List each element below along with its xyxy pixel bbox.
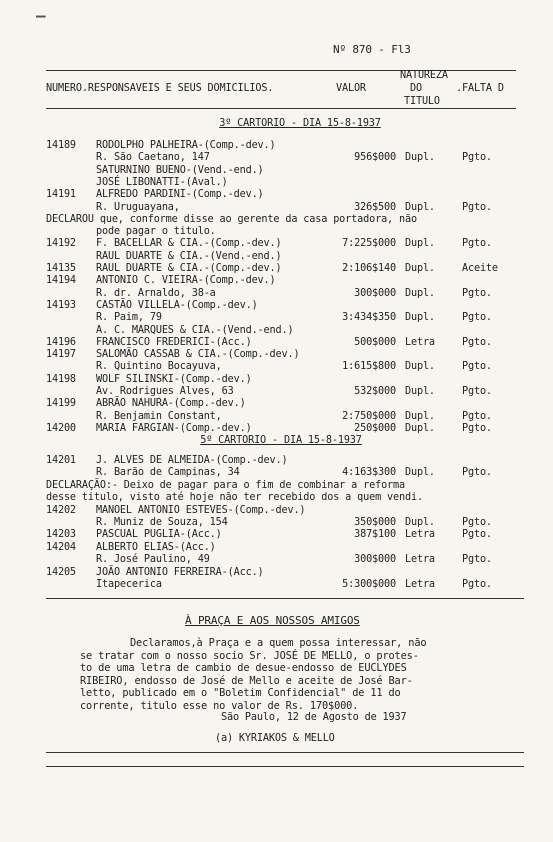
entry-number: 14192 xyxy=(46,238,76,250)
entry-reason: Aceite xyxy=(462,263,498,274)
header-falta: .FALTA D xyxy=(456,83,504,94)
entry-reason: Pgto. xyxy=(462,361,492,373)
entry-number: 14135 xyxy=(46,263,76,274)
entry-responsible: RAUL DUARTE & CIA.-(Comp.-dev.) xyxy=(96,263,282,274)
entry-value: 326$500 xyxy=(354,201,396,213)
header-numero-resp: NUMERO.RESPONSAVEIS E SEUS DOMICILIOS. xyxy=(46,83,274,94)
entry-number: 14200 xyxy=(46,422,76,434)
entry-reason: Pgto. xyxy=(462,336,492,348)
header-natureza-2: DO xyxy=(410,83,422,94)
entry-number: 14203 xyxy=(46,529,76,541)
entry-reason: Pgto. xyxy=(462,287,492,299)
notice-line: RIBEIRO, endosso de José de Mello e aceite de José Bar- xyxy=(80,674,413,687)
notice-line: to de uma letra de cambio de desue-endosso de EUCLYDES xyxy=(80,662,407,674)
corner-mark: — xyxy=(36,6,48,25)
notice-place-date: São Paulo, 12 de Agosto de 1937 xyxy=(221,712,407,723)
entry-value: 387$100 xyxy=(354,529,396,541)
entry-responsible: JOSÉ LIBONATTI-(Aval.) xyxy=(96,176,228,188)
entry-responsible: ALBERTO ELIAS-(Acc.) xyxy=(96,541,216,553)
notice-title: À PRAÇA E AOS NOSSOS AMIGOS xyxy=(185,614,360,627)
entry-number: 14191 xyxy=(46,189,76,201)
entry-responsible: DECLAROU que, conforme disse ao gerente da casa portadora, não xyxy=(46,213,417,225)
entry-value: 2:750$000 xyxy=(342,410,396,422)
entry-type: Dupl. xyxy=(405,152,435,164)
entry-responsible: R. José Paulino, 49 xyxy=(96,554,210,566)
entry-reason: Pgto. xyxy=(462,467,492,479)
entry-number: 14194 xyxy=(46,275,76,287)
entry-reason: Pgto. xyxy=(462,312,492,324)
entry-value: 956$000 xyxy=(354,152,396,164)
entry-reason: Pgto. xyxy=(462,238,492,250)
entry-responsible: Av. Rodrigues Alves, 63 xyxy=(96,386,234,397)
entry-responsible: ABRÃO NAHURA-(Comp.-dev.) xyxy=(96,398,246,410)
entry-responsible: R. São Caetano, 147 xyxy=(96,152,210,164)
entry-responsible: J. ALVES DE ALMEIDA-(Comp.-dev.) xyxy=(96,455,288,466)
entry-responsible: R. Muniz de Souza, 154 xyxy=(96,517,228,528)
entry-value: 300$000 xyxy=(354,287,396,299)
entry-value: 532$000 xyxy=(354,386,396,397)
entry-value: 1:615$800 xyxy=(342,361,396,373)
entry-responsible: pode pagar o titulo. xyxy=(96,226,216,238)
header-bottom-rule xyxy=(46,108,516,109)
entry-responsible: R. Quintino Bocayuva, xyxy=(96,361,222,373)
section-title-1: 3º CARTORIO - DIA 15-8-1937 xyxy=(219,118,381,129)
entry-type: Dupl. xyxy=(405,287,435,299)
entry-value: 7:225$000 xyxy=(342,238,396,250)
entry-responsible: F. BACELLAR & CIA.-(Comp.-dev.) xyxy=(96,238,282,250)
entry-type: Letra xyxy=(405,554,435,566)
entry-responsible: JOÃO ANTONIO FERREIRA-(Acc.) xyxy=(96,566,264,578)
entry-responsible: R. Benjamin Constant, xyxy=(96,410,222,422)
entry-responsible: FRANCISCO FREDERICI-(Acc.) xyxy=(96,336,252,348)
entry-responsible: R. Paim, 79 xyxy=(96,312,162,324)
entry-number: 14189 xyxy=(46,140,76,151)
entry-responsible: ANTONIO C. VIEIRA-(Comp.-dev.) xyxy=(96,275,276,287)
entry-number: 14193 xyxy=(46,299,76,311)
entry-number: 14196 xyxy=(46,336,76,348)
entry-type: Dupl. xyxy=(405,238,435,250)
section-title-2: 5º CARTORIO - DIA 15-8-1937 xyxy=(200,435,362,446)
entry-responsible: DECLARAÇÃO:- Deixo de pagar para o fim de combinar a reforma xyxy=(46,479,406,491)
entry-value: 4:163$300 xyxy=(342,467,396,479)
entry-type: Letra xyxy=(405,579,435,590)
entry-type: Dupl. xyxy=(405,361,435,373)
entry-responsible: A. C. MARQUES & CIA.-(Vend.-end.) xyxy=(96,324,294,336)
entry-value: 2:106$140 xyxy=(342,263,396,274)
entry-responsible: R. dr. Arnaldo, 38-a xyxy=(96,287,216,299)
entry-value: 3:434$350 xyxy=(342,312,396,324)
entry-number: 14201 xyxy=(46,455,76,466)
entry-responsible: RAUL DUARTE & CIA.-(Vend.-end.) xyxy=(96,250,282,262)
entry-responsible: Itapecerica xyxy=(96,579,162,590)
entry-reason: Pgto. xyxy=(462,152,492,164)
entry-responsible: SALOMÃO CASSAB & CIA.-(Comp.-dev.) xyxy=(96,349,300,361)
entry-value: 500$000 xyxy=(354,336,396,348)
page-number: Nº 870 - Fl3 xyxy=(333,43,411,56)
entry-reason: Pgto. xyxy=(462,579,492,590)
entry-responsible: CASTÃO VILLELA-(Comp.-dev.) xyxy=(96,299,258,311)
entry-responsible: SATURNINO BUENO-(Vend.-end.) xyxy=(96,164,264,176)
entry-number: 14198 xyxy=(46,373,76,385)
notice-signature: (a) KYRIAKOS & MELLO xyxy=(215,733,335,744)
entry-value: 300$000 xyxy=(354,554,396,566)
entry-responsible: R. Uruguayana, xyxy=(96,201,180,213)
entry-type: Dupl. xyxy=(405,312,435,324)
header-natureza-3: TITULO xyxy=(404,96,440,107)
entry-number: 14205 xyxy=(46,566,76,578)
entry-reason: Pgto. xyxy=(462,422,492,434)
notice-line: corrente, titulo esse no valor de Rs. 170$000. xyxy=(80,699,359,712)
entry-responsible: RODOLPHO PALHEIRA-(Comp.-dev.) xyxy=(96,140,276,151)
entry-reason: Pgto. xyxy=(462,386,492,397)
entry-number: 14199 xyxy=(46,398,76,410)
entry-type: Dupl. xyxy=(405,263,435,274)
notice-line: se tratar com o nosso socio Sr. JOSÉ DE MELLO, o protes- xyxy=(80,649,419,662)
header-valor: VALOR xyxy=(336,83,366,94)
footer-rule-1 xyxy=(46,752,524,753)
entry-reason: Pgto. xyxy=(462,201,492,213)
entry-number: 14197 xyxy=(46,349,76,361)
entry-responsible: ALFREDO PARDINI-(Comp.-dev.) xyxy=(96,189,264,201)
entry-responsible: desse titulo, visto até hoje não ter recebido dos a quem vendi. xyxy=(46,492,423,504)
entry-type: Dupl. xyxy=(405,422,435,434)
entry-value: 350$000 xyxy=(354,517,396,528)
entry-type: Letra xyxy=(405,529,435,541)
entry-responsible: R. Barão de Campinas, 34 xyxy=(96,467,240,479)
entry-number: 14204 xyxy=(46,541,76,553)
entry-reason: Pgto. xyxy=(462,529,492,541)
entry-value: 5:300$000 xyxy=(342,579,396,590)
entry-type: Dupl. xyxy=(405,410,435,422)
notice-line: Declaramos,à Praça e a quem possa interessar, não xyxy=(130,637,427,649)
table-bottom-rule xyxy=(46,598,524,599)
entry-reason: Pgto. xyxy=(462,517,492,528)
footer-rule-2 xyxy=(46,766,524,767)
entry-type: Dupl. xyxy=(405,201,435,213)
entry-number: 14202 xyxy=(46,504,76,516)
entry-type: Letra xyxy=(405,336,435,348)
header-natureza-1: NATUREZA xyxy=(400,70,448,81)
entry-responsible: PASCUAL PUGLIA-(Acc.) xyxy=(96,529,222,541)
entry-reason: Pgto. xyxy=(462,554,492,566)
entry-type: Dupl. xyxy=(405,386,435,397)
entry-value: 250$000 xyxy=(354,422,396,434)
notice-line: letto, publicado em o "Boletim Confidencial" de 11 do xyxy=(80,687,401,699)
entry-responsible: WOLF SILINSKI-(Comp.-dev.) xyxy=(96,373,252,385)
entry-responsible: MARIA FARGIAN-(Comp.-dev.) xyxy=(96,422,252,434)
entry-responsible: MANOEL ANTONIO ESTEVES-(Comp.-dev.) xyxy=(96,504,306,516)
entry-reason: Pgto. xyxy=(462,410,492,422)
entry-type: Dupl. xyxy=(405,517,435,528)
entry-type: Dupl. xyxy=(405,467,435,479)
